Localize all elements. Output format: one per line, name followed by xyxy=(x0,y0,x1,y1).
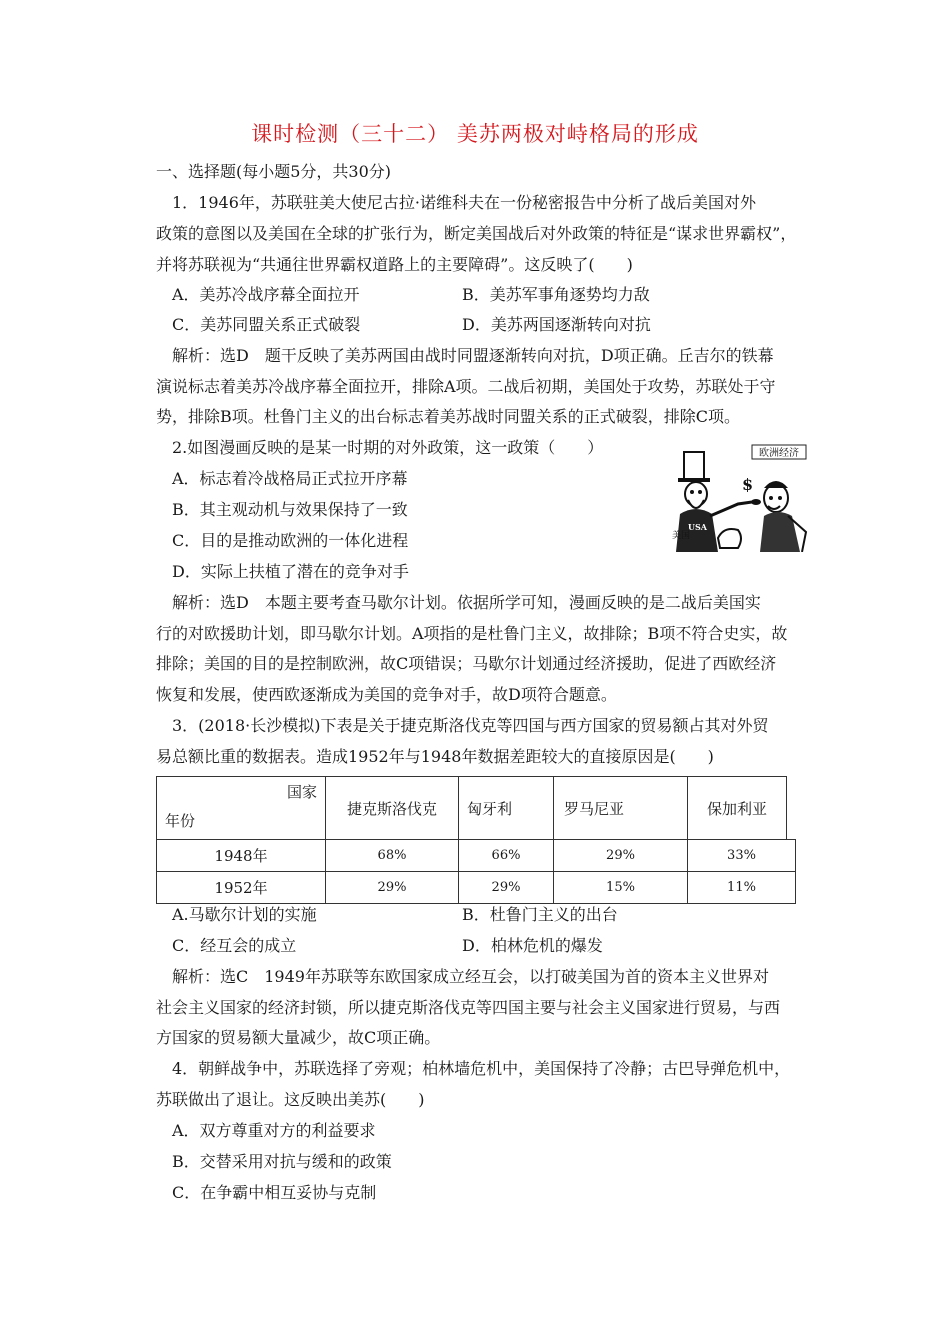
header-bulgaria: 保加利亚 xyxy=(687,776,787,840)
corner-country: 国家 xyxy=(286,783,317,801)
q1-option-b: B．美苏军事角逐势均力敌 xyxy=(462,285,650,304)
q1-stem-line-1: 1．1946年，苏联驻美大使尼古拉·诺维科夫在一份秘密报告中分析了战后美国对外 xyxy=(172,193,756,212)
q2-analysis-line-2: 行的对欧援助计划，即马歇尔计划。A项指的是杜鲁门主义，故排除；B项不符合史实，故 xyxy=(156,624,788,643)
q1-option-d: D．美苏两国逐渐转向对抗 xyxy=(462,315,651,334)
q4-option-b: B．交替采用对抗与缓和的政策 xyxy=(172,1152,392,1171)
q2-analysis-line-4: 恢复和发展，使西欧逐渐成为美国的竞争对手，故D项符合题意。 xyxy=(156,685,617,704)
q3-option-a: A.马歇尔计划的实施 xyxy=(172,905,317,924)
q1-analysis-line-2: 演说标志着美苏冷战序幕全面拉开，排除A项。二战后初期，美国处于攻势，苏联处于守 xyxy=(156,377,776,396)
q2-analysis-line-1: 解析：选D 本题主要考查马歇尔计划。依据所学可知，漫画反映的是二战后美国实 xyxy=(172,593,761,612)
q4-option-c: C．在争霸中相互妥协与克制 xyxy=(172,1183,377,1202)
q3-option-d: D．柏林危机的爆发 xyxy=(462,936,603,955)
page-title: 课时检测（三十二） 美苏两极对峙格局的形成 xyxy=(251,122,699,146)
q1-analysis-line-1: 解析：选D 题干反映了美苏两国由战时同盟逐渐转向对抗，D项正确。丘吉尔的铁幕 xyxy=(172,346,774,365)
marshall-plan-cartoon xyxy=(668,442,810,552)
row-1952-bulgaria: 11% xyxy=(687,871,796,904)
row-1952-hungary: 29% xyxy=(458,871,554,904)
cartoon-label-usa: 美国 xyxy=(672,531,691,541)
q4-stem-line-1: 4．朝鲜战争中，苏联选择了旁观；柏林墙危机中，美国保持了冷静；古巴导弹危机中， xyxy=(172,1059,791,1078)
header-czechoslovakia: 捷克斯洛伐克 xyxy=(325,776,459,840)
q4-stem-line-2: 苏联做出了退让。这反映出美苏( ) xyxy=(156,1090,425,1109)
q3-analysis-line-1: 解析：选C 1949年苏联等东欧国家成立经互会，以打破美国为首的资本主义世界对 xyxy=(172,967,769,986)
q1-stem-line-2: 政策的意图以及美国在全球的扩张行为，断定美国战后对外政策的特征是“谋求世界霸权”， xyxy=(156,224,797,243)
q2-option-c: C．目的是推动欧洲的一体化进程 xyxy=(172,531,409,550)
q3-analysis-line-2: 社会主义国家的经济封锁，所以捷克斯洛伐克等四国主要与社会主义国家进行贸易，与西 xyxy=(156,998,781,1017)
row-1948-hungary: 66% xyxy=(458,839,554,872)
corner-year: 年份 xyxy=(165,812,196,830)
row-1948-year: 1948年 xyxy=(156,839,326,872)
cartoon-hat-usa: USA xyxy=(688,522,707,532)
row-1948-bulgaria: 33% xyxy=(687,839,796,872)
row-1952-romania: 15% xyxy=(553,871,688,904)
q2-option-b: B．其主观动机与效果保持了一致 xyxy=(172,500,408,519)
q1-option-c: C．美苏同盟关系正式破裂 xyxy=(172,315,361,334)
q2-analysis-line-3: 排除；美国的目的是控制欧洲，故C项错误；马歇尔计划通过经济援助，促进了西欧经济 xyxy=(156,654,777,673)
q1-stem-line-3: 并将苏联视为“共通往世界霸权道路上的主要障碍”。这反映了( ) xyxy=(156,255,633,274)
q3-option-b: B．杜鲁门主义的出台 xyxy=(462,905,618,924)
q3-analysis-line-3: 方国家的贸易额大量减少，故C项正确。 xyxy=(156,1028,441,1047)
cartoon-label-europe-economy: 欧洲经济 xyxy=(759,448,799,459)
q3-stem-line-2: 易总额比重的数据表。造成1952年与1948年数据差距较大的直接原因是( ) xyxy=(156,747,714,766)
row-1948-romania: 29% xyxy=(553,839,688,872)
q3-option-c: C．经互会的成立 xyxy=(172,936,297,955)
section-heading: 一、选择题(每小题5分，共30分) xyxy=(156,162,392,181)
q1-option-a: A．美苏冷战序幕全面拉开 xyxy=(172,285,360,304)
q2-option-d: D．实际上扶植了潜在的竞争对手 xyxy=(172,562,409,581)
row-1948-czechoslovakia: 68% xyxy=(325,839,459,872)
header-hungary: 匈牙利 xyxy=(458,776,554,840)
q3-stem-line-1: 3．(2018·长沙模拟)下表是关于捷克斯洛伐克等四国与西方国家的贸易额占其对外贸 xyxy=(172,716,769,735)
table-corner xyxy=(156,776,326,840)
q4-option-a: A．双方尊重对方的利益要求 xyxy=(172,1121,376,1140)
header-romania: 罗马尼亚 xyxy=(553,776,688,840)
row-1952-czechoslovakia: 29% xyxy=(325,871,459,904)
q2-stem: 2.如图漫画反映的是某一时期的对外政策，这一政策（ ） xyxy=(172,438,604,457)
row-1952-year: 1952年 xyxy=(156,871,326,904)
q2-option-a: A．标志着冷战格局正式拉开序幕 xyxy=(172,469,408,488)
q1-analysis-line-3: 势，排除B项。杜鲁门主义的出台标志着美苏战时同盟关系的正式破裂，排除C项。 xyxy=(156,407,741,426)
svg-text:$: $ xyxy=(742,475,754,494)
